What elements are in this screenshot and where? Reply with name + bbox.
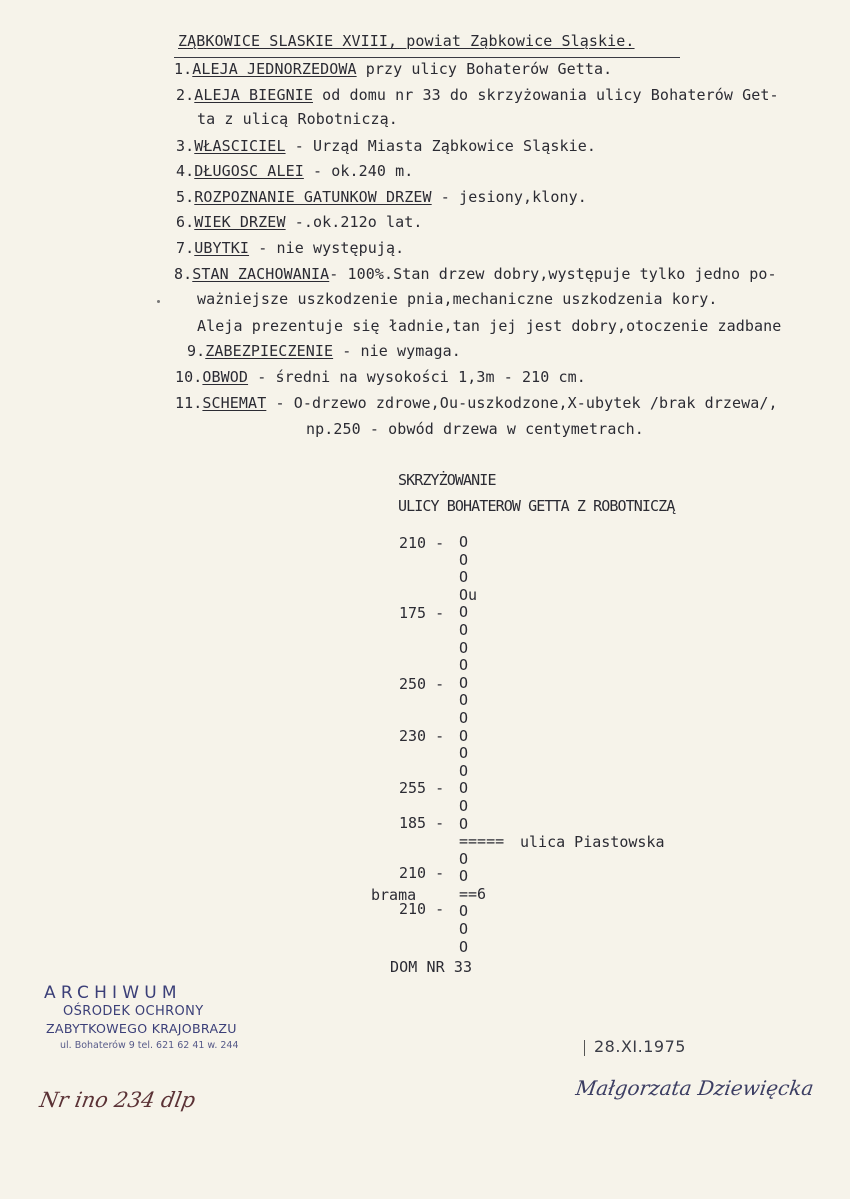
item-5: 5.ROZPOZNANIE GATUNKOW DRZEW - jesiony,klony. [176,188,587,206]
tree-mark: O [459,533,469,551]
diagram-footer: DOM NR 33 [390,958,473,976]
girth-label: 210 - [399,534,445,552]
tree-mark: O [459,568,469,587]
title-text: ZĄBKOWICE SLASKIE XVIII, powiat Ząbkowice Sląskie. [178,32,635,50]
item-2-continuation: ta z ulicą Robotniczą. [197,110,398,128]
item-8: 8.STAN ZACHOWANIA- 100%.Stan drzew dobry,występuje tylko jedno po- [174,265,777,283]
girth-label: 230 - [399,727,445,745]
girth-label: 255 - [399,779,445,797]
tree-mark: O [459,638,469,657]
document-title [178,32,635,50]
diagram-heading-1: SKRZYŻOWANIE [398,471,496,489]
diagram-heading-2: ULICY BOHATEROW GETTA Z ROBOTNICZĄ [398,497,675,515]
tree-mark: O [459,620,469,639]
gate-mark: ==6 [459,884,487,903]
tree-mark: O [459,902,469,921]
tree-mark: Ou [459,585,478,604]
archive-stamp-line-4: ul. Bohaterów 9 tel. 621 62 41 w. 244 [60,1040,239,1051]
tree-mark: O [459,814,469,833]
girth-label: 210 - [399,864,445,882]
signature: Małgorzata Dziewięcka [574,1076,816,1100]
tree-mark: O [459,708,469,727]
tree-mark: O [459,656,469,675]
item-1: 1.ALEJA JEDNORZEDOWA przy ulicy Bohaterów Getta. [174,60,613,78]
item-9: 9.ZABEZPIECZENIE - nie wymaga. [187,342,461,360]
item-11-continuation: np.250 - obwód drzewa w centymetrach. [306,420,644,438]
tree-mark: O [459,744,469,763]
tree-mark: O [459,673,469,692]
girth-label: 175 - [399,604,445,622]
tree-mark: O [459,796,469,815]
item-4: 4.DŁUGOSC ALEI - ok.240 m. [176,162,414,180]
item-3: 3.WŁASCICIEL - Urząd Miasta Ząbkowice Sląskie. [176,137,597,155]
item-2: 2.ALEJA BIEGNIE od domu nr 33 do skrzyżowania ulicy Bohaterów Get- [176,86,779,104]
item-11: 11.SCHEMAT - O-drzewo zdrowe,Ou-uszkodzone,X-ubytek /brak drzewa/, [175,394,778,412]
archive-stamp-line-2: OŚRODEK OCHRONY [63,1004,204,1019]
girth-label: 250 - [399,675,445,693]
tree-mark: O [459,920,469,939]
street-label: ulica Piastowska [520,833,665,851]
date-tick-mark [584,1040,585,1056]
date-handwritten: 28.XI.1975 [594,1037,686,1056]
tree-mark: O [459,761,469,780]
tree-mark: O [459,550,469,569]
tree-mark: O [459,691,469,710]
archive-stamp-line-1: ARCHIWUM [44,983,182,1003]
tree-mark: O [459,849,469,868]
street-crossing: ===== [459,832,505,851]
item-10: 10.OBWOD - średni na wysokości 1,3m - 210 cm. [175,368,586,386]
gate-label: brama [371,886,417,904]
item-7: 7.UBYTKI - nie występują. [176,239,405,257]
item-6: 6.WIEK DRZEW -.ok.212o lat. [176,213,423,231]
tree-mark: O [459,779,469,798]
girth-label: 185 - [399,814,445,832]
archive-stamp-line-3: ZABYTKOWEGO KRAJOBRAZU [46,1021,237,1036]
title-underline [174,57,680,58]
tree-mark: O [459,726,469,745]
tree-column [459,533,505,956]
item-8-continuation: ważniejsze uszkodzenie pnia,mechaniczne uszkodzenia kory. [197,290,718,308]
item-8-continuation-2: Aleja prezentuje się ładnie,tan jej jest dobry,otoczenie zadbane [197,317,782,335]
paper-speck [157,300,160,303]
tree-mark: O [459,937,469,956]
archive-number-handwritten: Nr ino 234 dlp [37,1088,198,1112]
tree-mark: O [459,867,469,886]
girth-label: 210 - [399,900,445,918]
tree-mark: O [459,603,469,622]
